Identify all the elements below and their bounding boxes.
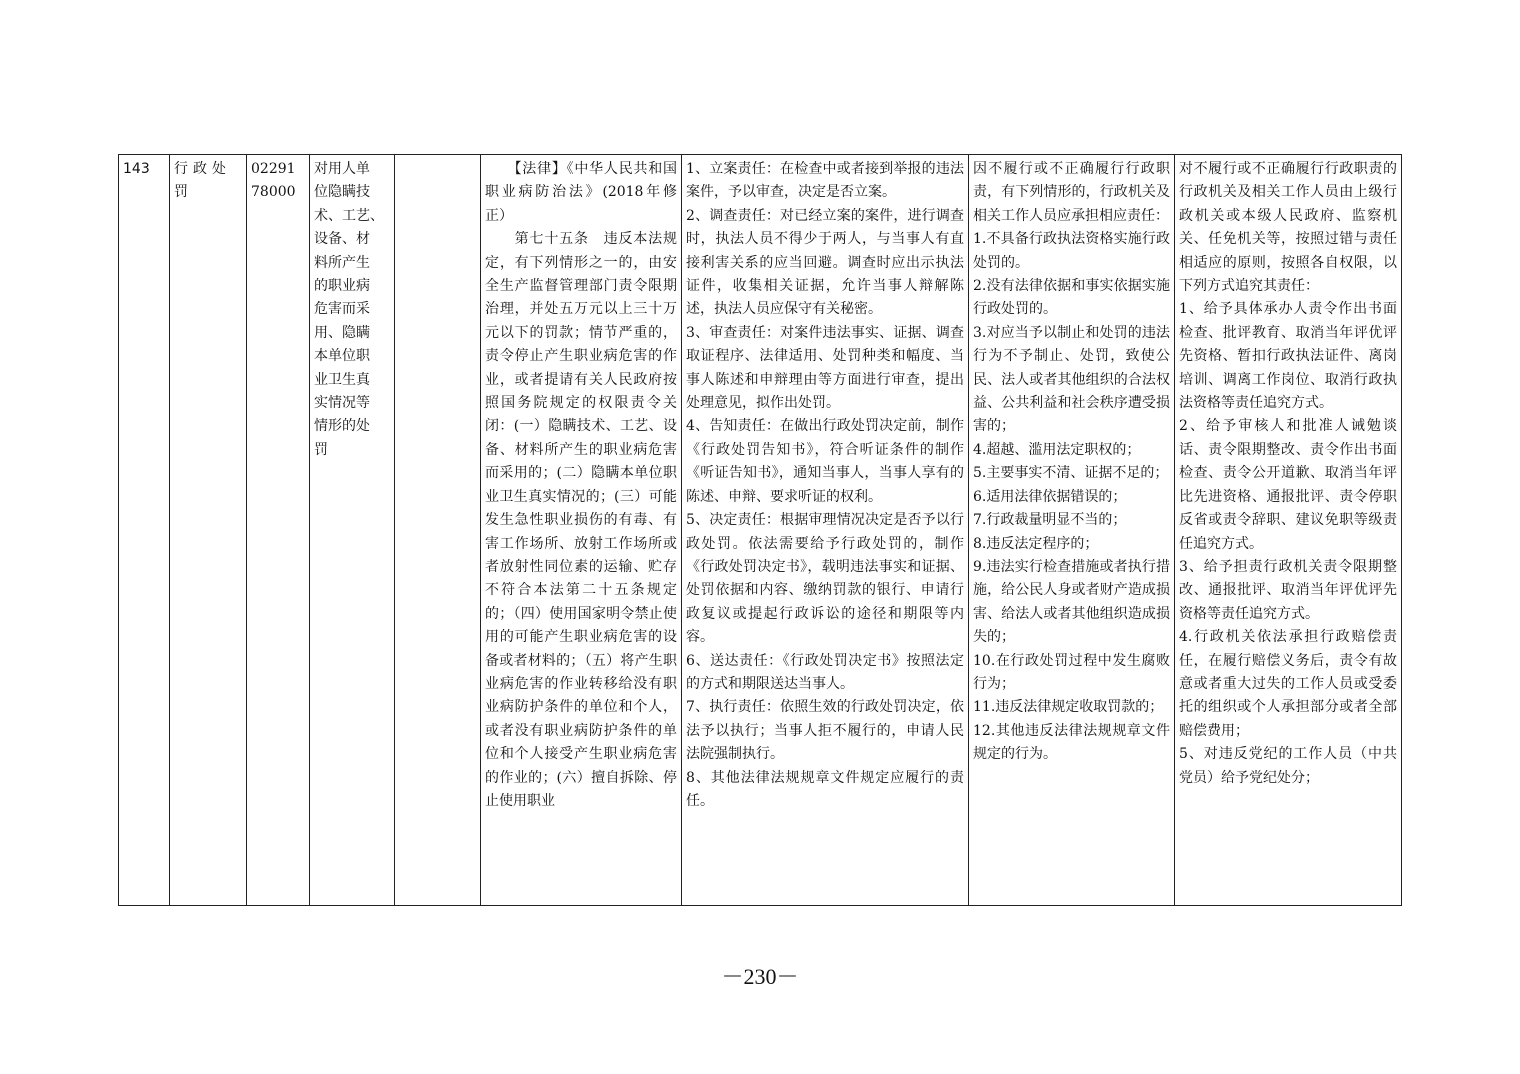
legal-basis-cell: 【法律】《中华人民共和国职业病防治法》(2018年修正） 第七十五条 违反本法规定，有下列情形之一的，由安全生产监督管理部门责令限期治理，并处五万元以上三十万元以下的罚款；情节严重的，责令停止产生职业病危害的作业，或者提请有关人民政府按照国务院规定的权限责令关闭：(一）隐瞒技术、工艺、设备、材料所产生的职业病危害而采用的；(二）隐瞒本单位职业卫生真实情况的；(三）可能发生急性职业损伤的有毒、有害工作场所、放射工作场所或者放射性同位素的运输、贮存不符合本法第二十五条规定的；（四）使用国家明令禁止使用的可能产生职业病危害的设备或者材料的；（五）将产生职业病危害的作业转移给没有职业病防护条件的单位和个人，或者没有职业病防护条件的单位和个人接受产生职业病危害的作业的；(六）擅自拆除、停止使用职业: [481, 155, 682, 906]
page-number: －230－: [721, 964, 799, 989]
item-code-cell: 02291 78000: [247, 155, 310, 906]
liability-cases-cell: 因不履行或不正确履行行政职责，有下列情形的，行政机关及相关工作人员应承担相应责任： 1.不具备行政执法资格实施行政处罚的。 2.没有法律依据和事实依据实施行政处罚的。 3.对应当予以制止和处罚的违法行为不予制止、处罚，致使公民、法人或者其他组织的合法权益、公共利益和社会秩序遭受损害的； 4.超越、滥用法定职权的； 5.主要事实不清、证据不足的； 6.适用法律依据错误的； 7.行政裁量明显不当的； 8.违反法定程序的； 9.违法实行检查措施或者执行措施，给公民人身或者财产造成损害、给法人或者其他组织造成损失的； 10.在行政处罚过程中发生腐败行为； 11.违反法律规定收取罚款的； 12.其他违反法律法规规章文件规定的行为。: [969, 155, 1175, 906]
accountability-cell: 对不履行或不正确履行行政职责的行政机关及相关工作人员由上级行政机关或本级人民政府、监察机关、任免机关等，按照过错与责任相适应的原则，按照各自权限，以下列方式追究其责任： 1、给予具体承办人责令作出书面检查、批评教育、取消当年评优评先资格、暂扣行政执法证件、离岗培训、调离工作岗位、取消行政执法资格等责任追究方式。 2、给予审核人和批准人诫勉谈话、责令限期整改、责令作出书面检查、责令公开道歉、取消当年评比先进资格、通报批评、责令停职反省或责令辞职、建议免职等级责任追究方式。 3、给予担责行政机关责令限期整改、通报批评、取消当年评优评先资格等责任追究方式。 4.行政机关依法承担行政赔偿责任，在履行赔偿义务后，责令有故意或者重大过失的工作人员或受委托的组织或个人承担部分或者全部赔偿费用； 5、对违反党纪的工作人员（中共党员）给予党纪处分；: [1175, 155, 1402, 906]
table-row: [119, 155, 1402, 906]
row-number: 143: [119, 155, 170, 906]
item-type-cell: 行政处 罚: [170, 155, 247, 906]
sub-item-cell: [395, 155, 481, 906]
responsibility-cell: 1、立案责任：在检查中或者接到举报的违法案件，予以审查，决定是否立案。 2、调查责任：对已经立案的案件，进行调查时，执法人员不得少于两人，与当事人有直接利害关系的应当回避。调查时应出示执法证件，收集相关证据，允许当事人辩解陈述，执法人员应保守有关秘密。 3、审查责任：对案件违法事实、证据、调查取证程序、法律适用、处罚种类和幅度、当事人陈述和申辩理由等方面进行审查，提出处理意见，拟作出处罚。 4、告知责任：在做出行政处罚决定前，制作《行政处罚告知书》，符合听证条件的制作《听证告知书》，通知当事人，当事人享有的陈述、申辩、要求听证的权利。 5、决定责任：根据审理情况决定是否予以行政处罚。依法需要给予行政处罚的，制作《行政处罚决定书》，载明违法事实和证据、处罚依据和内容、缴纳罚款的银行、申请行政复议或提起行政诉讼的途径和期限等内容。 6、送达责任：《行政处罚决定书》按照法定的方式和期限送达当事人。 7、执行责任：依照生效的行政处罚决定，依法予以执行；当事人拒不履行的，申请人民法院强制执行。 8、其他法律法规规章文件规定应履行的责任。: [682, 155, 969, 906]
item-name-cell: 对用人单 位隐瞒技 术、工艺、 设备、材 料所产生 的职业病 危害而采 用、隐瞒 本单位职 业卫生真 实情况等 情形的处 罚: [310, 155, 395, 906]
power-list-table: [118, 154, 1402, 906]
